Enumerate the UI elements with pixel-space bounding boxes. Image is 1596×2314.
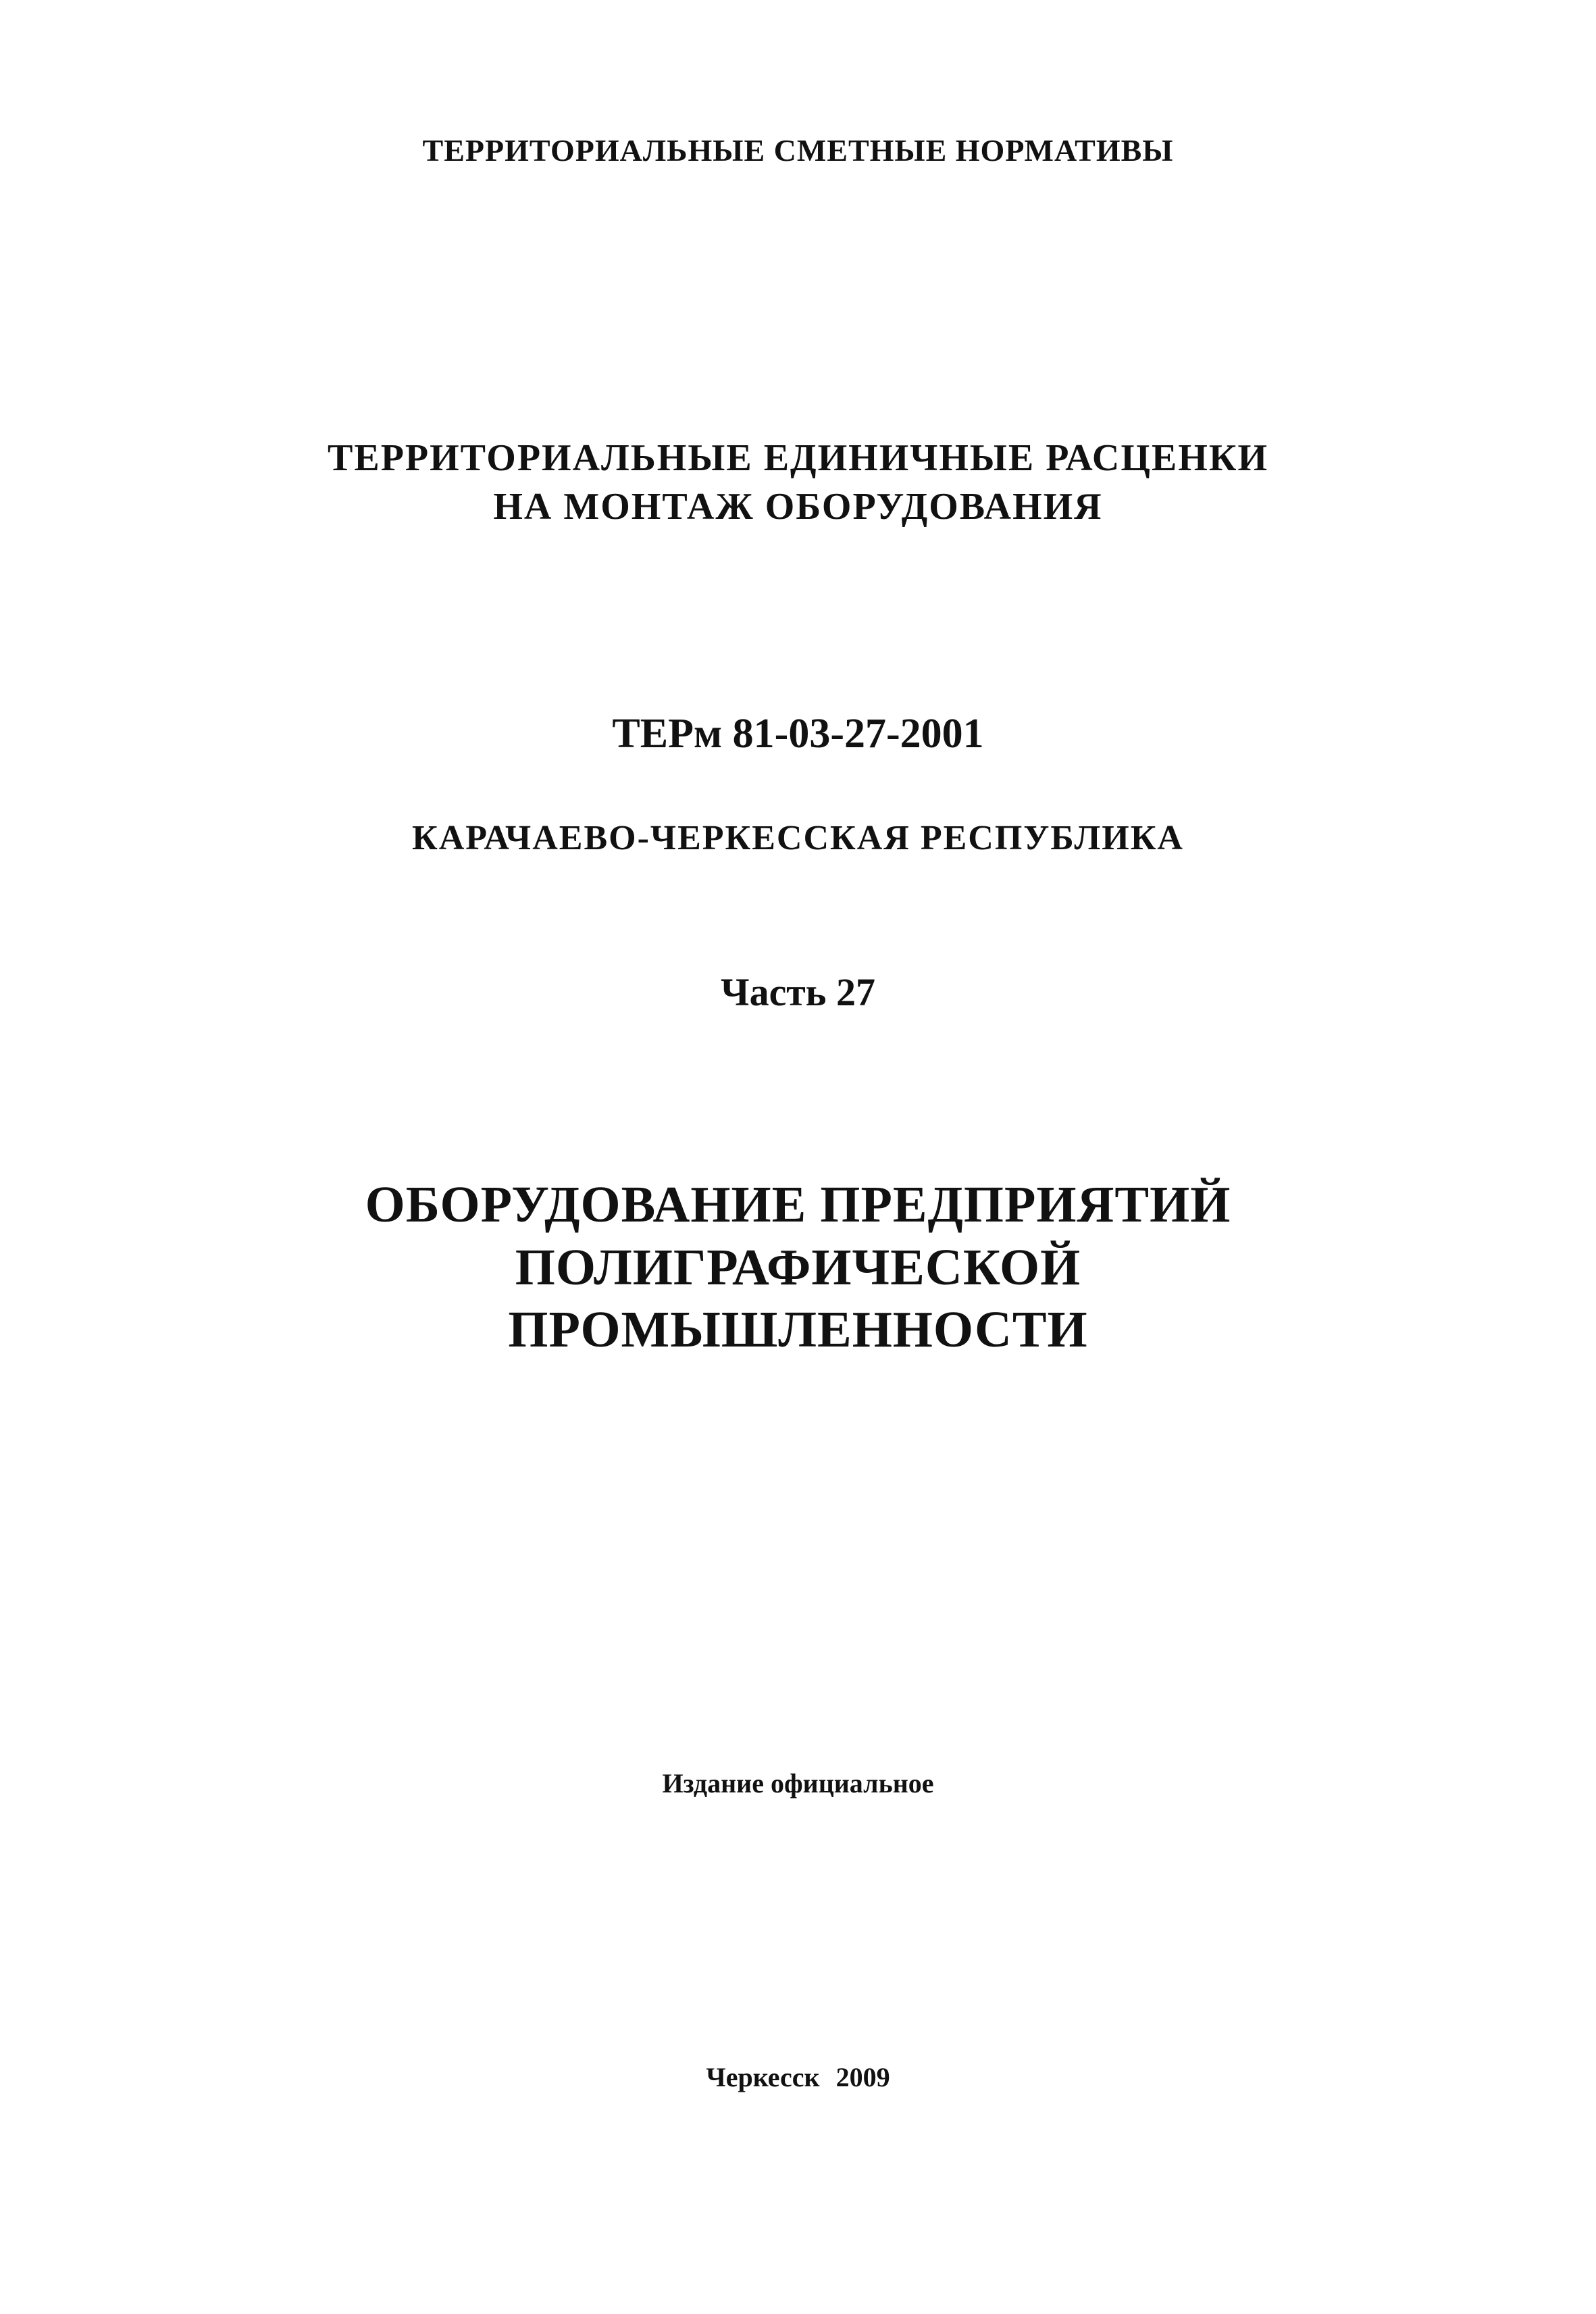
region-name: КАРАЧАЕВО-ЧЕРКЕССКАЯ РЕСПУБЛИКА bbox=[412, 819, 1184, 857]
part-number: Часть 27 bbox=[721, 970, 875, 1014]
imprint bbox=[0, 2064, 1596, 2091]
edition-note: Издание официальное bbox=[662, 1768, 934, 1799]
document-code: ТЕРм 81-03-27-2001 bbox=[612, 711, 984, 757]
imprint-year: 2009 bbox=[835, 2062, 890, 2092]
document-type-line-2: НА МОНТАЖ ОБОРУДОВАНИЯ bbox=[493, 486, 1103, 528]
title-line-3: ПРОМЫШЛЕННОСТИ bbox=[508, 1301, 1088, 1358]
series-heading: ТЕРРИТОРИАЛЬНЫЕ СМЕТНЫЕ НОРМАТИВЫ bbox=[422, 133, 1174, 168]
title-line-1: ОБОРУДОВАНИЕ ПРЕДПРИЯТИЙ bbox=[365, 1176, 1231, 1233]
title-line-2: ПОЛИГРАФИЧЕСКОЙ bbox=[515, 1239, 1081, 1296]
document-type-line-1: ТЕРРИТОРИАЛЬНЫЕ ЕДИНИЧНЫЕ РАСЦЕНКИ bbox=[327, 437, 1269, 479]
imprint-city: Черкесск bbox=[706, 2062, 820, 2092]
